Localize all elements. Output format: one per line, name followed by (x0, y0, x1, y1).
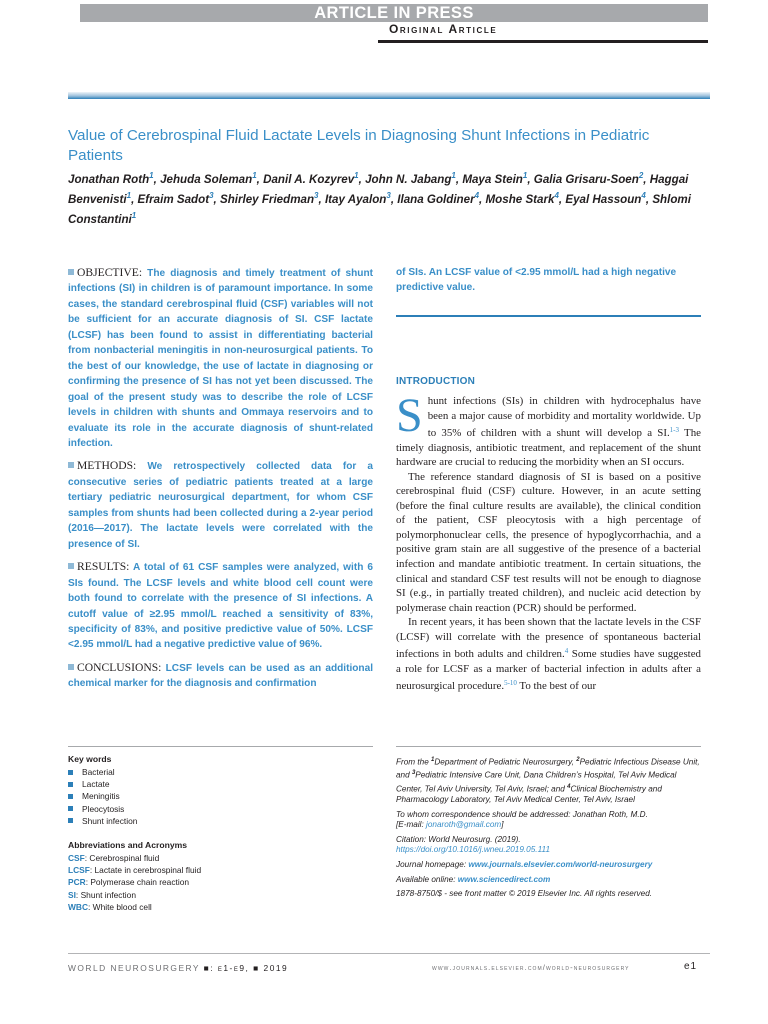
abbreviation-definition: : Shunt infection (75, 889, 136, 900)
author-affiliation-mark: 1 (354, 171, 359, 180)
affiliations-separator (396, 746, 701, 747)
abbreviation-definition: : White blood cell (88, 901, 152, 912)
intro-p1-text-b: The timely diagnosis, antibiotic treatment, and replacement of the shunt hardware are crucial to reducing the morbidity when an SI occurs. (396, 427, 701, 469)
author-name: Galia Grisaru-Soen (533, 172, 639, 186)
affiliation-3: Pediatric Intensive Care Unit, Dana Children’s Hospital, Tel Aviv Medical Center, Tel Aviv University, Tel Aviv, Israel; and (396, 771, 677, 794)
author-affiliation-mark: 1 (149, 171, 154, 180)
aff-mark: 3 (411, 770, 416, 777)
abbreviation-term: LCSF (68, 865, 90, 876)
affiliation-4: Clinical Biochemistry and Pharmacology Laboratory, Tel Aviv Medical Center, Tel Aviv, Israel (396, 784, 662, 804)
section-rule (378, 40, 708, 43)
abstract-objective (68, 265, 373, 451)
author-name: Ilana Goldiner (397, 192, 475, 206)
author-name: Shlomi Constantini (68, 192, 691, 226)
keyword-item (68, 815, 137, 827)
intro-p1-text-a: hunt infections (SIs) in children with hydrocephalus have been a major cause of morbidity and mortality worldwide. Up to 35% of children with a shunt will develop a SI. (427, 395, 701, 440)
intro-p3-text-b: Some studies have suggested a role for LCSF as a marker of bacterial infection in adults after a neurosurgical procedure. (396, 648, 701, 693)
author-name: Danil A. Kozyrev (263, 172, 355, 186)
footer-volume: ■: e1-e9, ■ 2019 (199, 963, 289, 973)
correspondence-text: To whom correspondence should be addressed: Jonathan Roth, M.D. (396, 809, 648, 819)
doi-link[interactable]: https://doi.org/10.1016/j.wneu.2019.05.111 (396, 845, 551, 855)
introduction-heading: INTRODUCTION (396, 376, 476, 387)
intro-paragraph-2: The reference standard diagnosis of SI is based on a positive cerebrospinal fluid (CSF) culture. However, in an acute setting (before the final culture results are available), the clinical condition of the patient, CSF pleocytosis with a high percentage of polymorphonuclear cells, the presence of hypoglycorrhachia, and a positive gram stain are all suggestive of the presence of a bacterial infection and mandate antibiotic treatment. In certain situations, the clinical and standard CSF test results will not be enough to diagnose SI (e.g., in partially treated children), and nucleic acid detection by polymerase chain reaction (PCR) should be performed. (396, 470, 701, 614)
copyright: 1878-8750/$ - see front matter © 2019 Elsevier Inc. All rights reserved. (396, 889, 653, 899)
methods-text: We retrospectively collected data for a consecutive series of pediatric patients treated at a large tertiary pediatric neurosurgical department, for whom CSF samples from shunts had been collected during a 2-year period (2016—2017). The lactate levels were correlated with the presence of SI. (68, 461, 373, 550)
footer-journal (68, 963, 288, 973)
author-affiliation-mark: 1 (252, 171, 257, 180)
abbreviation-definition: : Polymerase chain reaction (85, 877, 190, 888)
keyword-text: Pleocytosis (82, 803, 125, 814)
keyword-text: Bacterial (82, 767, 115, 777)
footer-rule (68, 953, 710, 954)
author-name: Jehuda Soleman (160, 172, 253, 186)
author-affiliation-mark: 3 (209, 190, 214, 200)
aff-mark: 1 (431, 757, 435, 763)
footer-journal-name: WORLD NEUROSURGERY (68, 963, 200, 973)
intro-p3-text-c: To the best of our (516, 680, 597, 693)
from-prefix: From the (396, 757, 432, 767)
intro-paragraph-1 (396, 389, 701, 470)
email-suffix: ] (501, 820, 504, 830)
author-affiliation-mark: 4 (641, 190, 646, 200)
affiliation-1: Department of Pediatric Neurosurgery, (434, 757, 577, 767)
author-affiliation-mark: 3 (386, 190, 391, 200)
introduction-body (396, 389, 701, 694)
affiliations (396, 755, 701, 806)
author-name: Maya Stein (462, 172, 523, 186)
abbreviation-item (68, 889, 201, 901)
objective-text: The diagnosis and timely treatment of shunt infections (SI) in children is of paramount importance. In some cases, the standard cerebrospinal fluid (CSF) variables will not be sufficient for an accurate diagnosis of SI. CSF lactate (LCSF) has been found to assist in differentiating bacterial from nonbacterial meningitis in non-neurosurgical patients. To the best of our knowledge, the use of lactate in diagnosing or confirming the presence of SI has not yet been discussed. The goal of the present study was to describe the role of LCSF levels in children with shunts and Ommaya reservoirs and to evaluate its role in the accurate diagnosis of shunt-related infection. (68, 268, 373, 449)
citation-ref[interactable]: 4 (564, 647, 569, 656)
sciencedirect-link[interactable]: www.sciencedirect.com (457, 874, 551, 884)
citation (396, 835, 701, 856)
conclusions-text: LCSF levels can be used as an additional chemical marker for the diagnosis and confirmation (68, 662, 373, 690)
drop-cap: S (396, 389, 423, 442)
author-list: Jonathan Roth$^1$, Jehuda Soleman$^1$, Danil A. Kozyrev$^1$, John N. Jabang$^1$, Maya Stein$^1$, Galia Grisaru-Soen$^2$, Haggai Benvenisti$^1$, Efraim Sadot$^3$, Shirley Friedman$^3$, Itay Ayalon$^3$, Ilana Goldiner$^4$, Moshe Stark$^4$, Eyal Hassoun$^4$, Shlomi Constantini$^1$ (68, 171, 691, 226)
abbreviations-heading: Abbreviations and Acronyms (68, 840, 188, 850)
author-name: Itay Ayalon (324, 192, 387, 206)
author-affiliation-mark: 1 (131, 210, 137, 220)
article-in-press-banner (80, 4, 708, 22)
keyword-item (68, 790, 137, 802)
author-name: Efraim Sadot (137, 192, 210, 206)
section-square-icon (68, 563, 74, 569)
author-affiliation-mark: 1 (451, 171, 456, 180)
abstract-conclusions-continued: of SIs. An LCSF value of <2.95 mmol/L had a high negative predictive value. (396, 267, 677, 294)
conclusions-heading: CONCLUSIONS: (77, 660, 162, 674)
abbreviation-term: SI (68, 889, 76, 900)
abbreviation-definition: : Cerebrospinal fluid (84, 853, 160, 863)
keyword-text: Shunt infection (82, 815, 138, 826)
author-affiliation-mark: 4 (554, 190, 559, 200)
email-prefix: [E-mail: (396, 820, 427, 830)
section-square-icon (68, 462, 74, 468)
abbreviation-item (68, 901, 201, 913)
author-affiliation-mark: 4 (474, 190, 480, 200)
abstract-end-rule (396, 315, 701, 317)
section-label: Original Article (389, 22, 498, 36)
keyword-bullet-icon (68, 794, 73, 799)
abbreviation-item (68, 852, 201, 864)
intro-p3-text-a: In recent years, it has been shown that the lactate levels in the CSF (LCSF) will correlate with the presence of spontaneous bacterial infections in both adults and children. (396, 616, 701, 661)
author-name: Shirley Friedman (219, 192, 315, 206)
available-prefix: Available online: (396, 874, 458, 884)
keyword-bullet-icon (68, 782, 73, 787)
citation-text: Citation: World Neurosurg. (2019). (396, 834, 521, 844)
journal-homepage (396, 860, 701, 871)
abstract-methods (68, 458, 373, 552)
press-banner-text: ARTICLE IN PRESS (314, 4, 474, 22)
keyword-bullet-icon (68, 806, 73, 811)
abbreviation-item (68, 864, 201, 876)
author-name: Haggai Benvenisti (68, 172, 689, 206)
author-name: Moshe Stark (485, 192, 555, 206)
keywords-separator (68, 746, 373, 747)
keyword-item (68, 766, 137, 778)
author-affiliation-mark: 1 (522, 171, 528, 180)
keywords-list (68, 766, 137, 827)
journal-prefix: Journal homepage: (396, 859, 469, 869)
keyword-text: Meningitis (82, 791, 120, 802)
citation-ref[interactable]: 5-10 (504, 679, 517, 688)
abstract (68, 265, 373, 699)
abbreviations-list (68, 852, 201, 913)
journal-homepage-link[interactable]: www.journals.elsevier.com/world-neurosurgery (468, 859, 653, 869)
section-square-icon (68, 664, 74, 670)
header-gradient-bar (68, 92, 710, 99)
author-affiliation-mark: 2 (638, 171, 644, 180)
footer-url[interactable]: www.journals.elsevier.com/world-neurosurgery (432, 963, 630, 972)
abbreviation-term: CSF (68, 853, 85, 863)
abbreviation-definition: : Lactate in cerebrospinal fluid (89, 865, 202, 876)
correspondence (396, 810, 701, 831)
available-online (396, 875, 701, 886)
abstract-results (68, 559, 373, 653)
abbreviation-item (68, 876, 201, 888)
results-text: A total of 61 CSF samples were analyzed, with 6 SIs found. The LCSF levels and white blood cell count were both found to correlate with the presence of SI infections. A cutoff value of ≥2.95 mmol/L reached a sensitivity of 83%, specificity of 83%, and positive predictive value of 50%. LCSF <2.95 mmol/L had a negative predictive value of 96%. (68, 562, 373, 651)
abbreviation-term: WBC (68, 901, 89, 912)
affiliations-block (396, 755, 701, 904)
abstract-conclusions (68, 660, 373, 692)
section-square-icon (68, 269, 74, 275)
author-name: Jonathan Roth (68, 172, 150, 186)
aff-mark: 2 (576, 757, 580, 763)
aff-mark: 4 (567, 783, 571, 790)
author-name: John N. Jabang (365, 172, 452, 186)
methods-heading: METHODS: (77, 459, 137, 473)
results-heading: RESULTS: (77, 560, 130, 574)
keyword-bullet-icon (68, 770, 73, 775)
article-title: Value of Cerebrospinal Fluid Lactate Levels in Diagnosing Shunt Infections in Pediatric Patients (68, 127, 650, 164)
affiliation-2: Pediatric Infectious Disease Unit, and (396, 757, 700, 781)
author-affiliation-mark: 1 (126, 190, 132, 200)
keyword-text: Lactate (82, 779, 110, 790)
citation-ref[interactable]: 1-3 (669, 426, 680, 435)
keywords-heading: Key words (68, 754, 112, 764)
intro-paragraph-3 (396, 615, 701, 694)
email-link[interactable]: jonaroth@gmail.com (426, 820, 502, 830)
abbreviation-term: PCR (68, 877, 86, 888)
keyword-item (68, 778, 137, 790)
author-affiliation-mark: 3 (314, 190, 319, 200)
page-number: e1 (684, 961, 698, 972)
author-name: Eyal Hassoun (565, 192, 642, 206)
keyword-item (68, 803, 137, 815)
objective-heading: OBJECTIVE: (77, 266, 143, 279)
keyword-bullet-icon (68, 818, 73, 823)
